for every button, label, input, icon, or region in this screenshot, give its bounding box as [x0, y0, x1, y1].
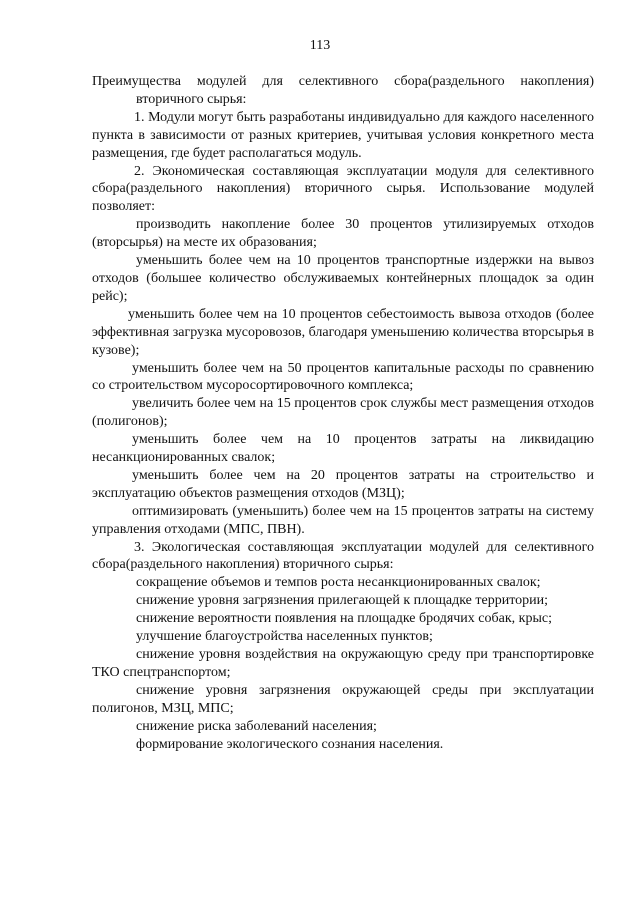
paragraph-point-1: 1. Модули могут быть разработаны индивидуально для каждого населенного пункта в зависимости от разных критериев, учитывая условия конкретного места размещения, где будет располагаться модуль.: [92, 109, 594, 161]
list-item: снижение уровня воздействия на окружающую среду при транспортировке ТКО спецтранспортом;: [92, 647, 594, 680]
list-item: уменьшить более чем на 20 процентов затраты на строительство и эксплуатацию объектов размещения отходов (МЗЦ);: [92, 467, 594, 501]
list-item: уменьшить более чем на 50 процентов капитальные расходы по сравнению со строительством мусоросортировочного комплекса;: [92, 360, 594, 394]
list-item: уменьшить более чем на 10 процентов транспортные издержки на вывоз отходов (большее количество обслуживаемых контейнерных площадок за один рейс);: [92, 253, 594, 304]
page-number: 113: [309, 38, 331, 53]
list-item: оптимизировать (уменьшить) более чем на 15 процентов затраты на систему управления отходами (МПС, ПВН).: [92, 503, 594, 537]
list-item: увеличить более чем на 15 процентов срок службы мест размещения отходов (полигонов);: [92, 396, 594, 430]
list-item: улучшение благоустройства населенных пунктов;: [136, 629, 433, 645]
list-item: снижение уровня загрязнения окружающей среды при эксплуатации полигонов, МЗЦ, МПС;: [92, 682, 594, 716]
paragraph-point-3: 3. Экологическая составляющая эксплуатации модулей для селективного сбора(раздельного накопления) вторичного сырья:: [92, 539, 594, 573]
paragraph-intro: Преимущества модулей для селективного сбора(раздельного накопления) вторичного сырья:: [92, 74, 594, 107]
paragraph-point-2: 2. Экономическая составляющая эксплуатации модуля для селективного сбора(раздельного накопления) вторичного сырья. Использование модулей позволяет:: [92, 163, 594, 215]
list-item: снижение уровня загрязнения прилегающей к площадке территории;: [136, 593, 549, 609]
list-item: снижение риска заболеваний населения;: [136, 718, 377, 734]
list-item: производить накопление более 30 процентов утилизируемых отходов (вторсырья) на месте их образования;: [92, 217, 594, 251]
list-item: уменьшить более чем на 10 процентов затраты на ликвидацию несанкционированных свалок;: [92, 432, 594, 466]
list-item: снижение вероятности появления на площадке бродячих собак, крыс;: [136, 611, 552, 627]
document-body: [92, 73, 594, 753]
list-item: уменьшить более чем на 10 процентов себестоимость вывоза отходов (более эффективная загрузка мусоровозов, благодаря уменьшению количества вторсырья в кузове);: [92, 306, 594, 358]
list-item: сокращение объемов и темпов роста несанкционированных свалок;: [136, 575, 541, 591]
list-item: формирование экологического сознания населения.: [136, 736, 444, 752]
